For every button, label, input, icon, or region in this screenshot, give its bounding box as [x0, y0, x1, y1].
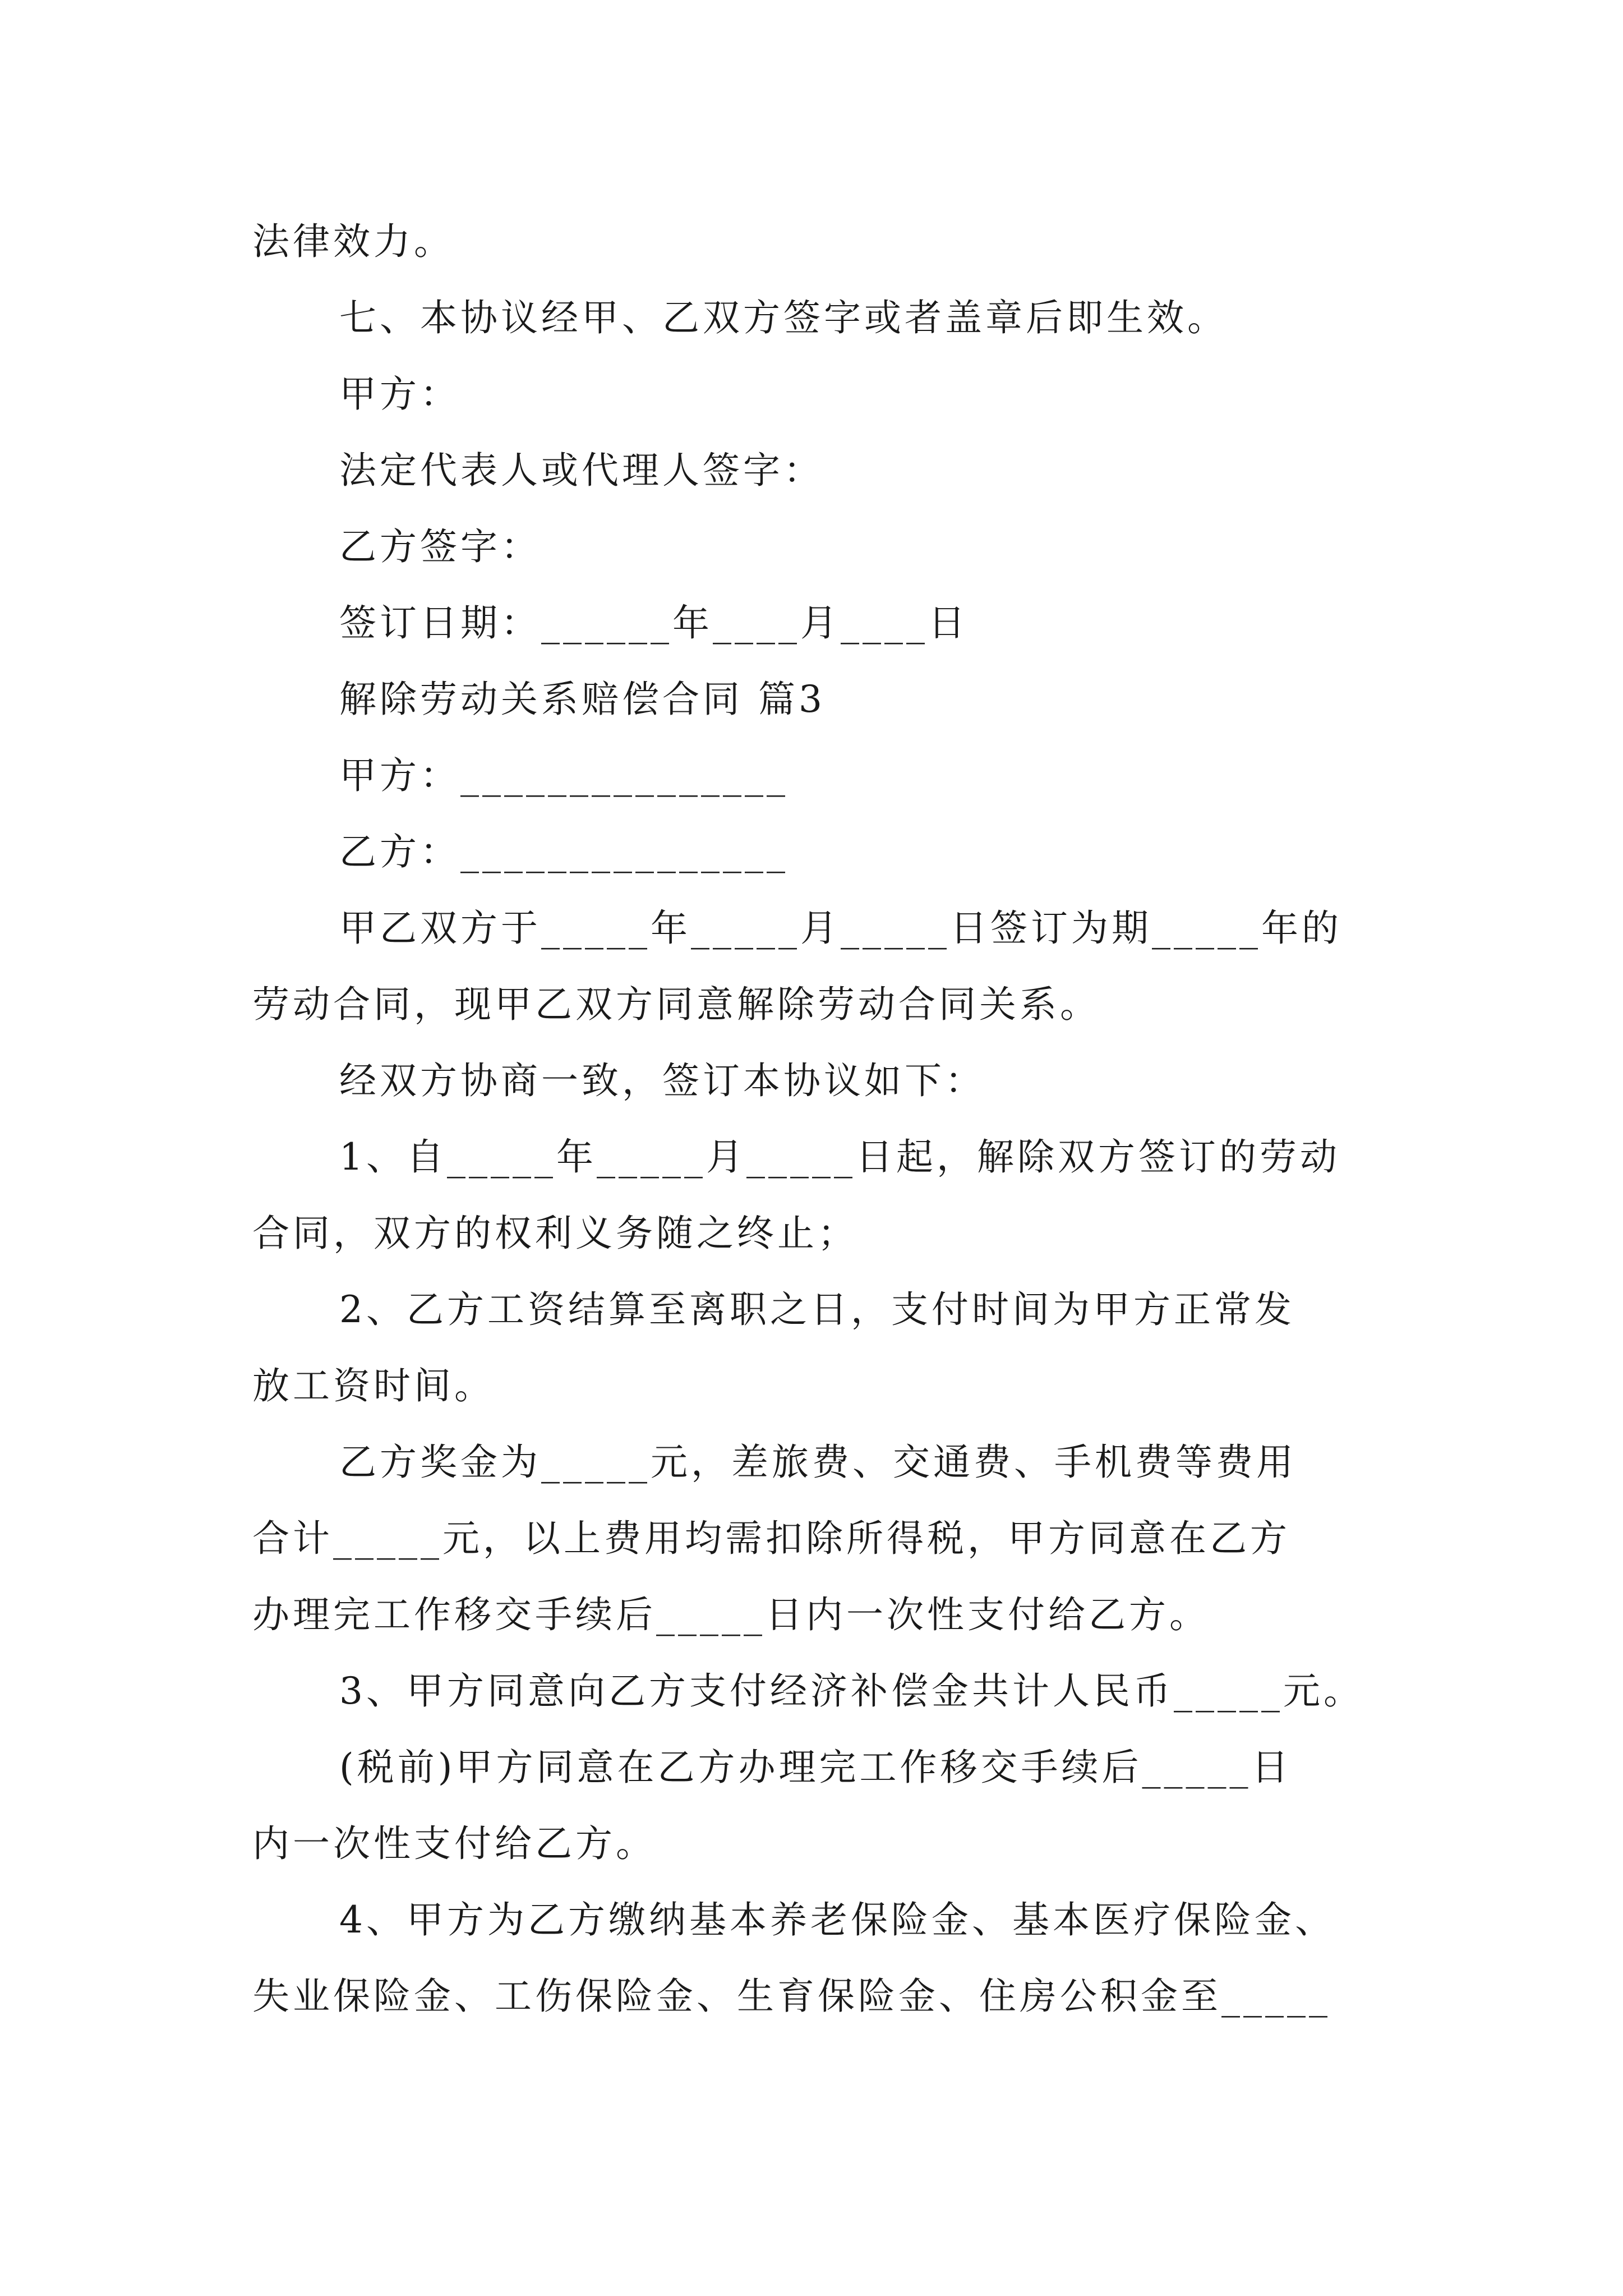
text-line: 法律效力。 — [252, 220, 454, 263]
text-line: 乙方：_______________ — [339, 830, 789, 873]
text-line: 合同，双方的权利义务随之终止； — [252, 1212, 858, 1255]
text-line: 甲乙双方于_____年_____月_____日签订为期_____年的 — [339, 907, 1342, 950]
text-line: 签订日期：______年____月____日 — [339, 601, 969, 645]
text-line: 2、乙方工资结算至离职之日，支付时间为甲方正常发 — [339, 1288, 1295, 1331]
text-line: 法定代表人或代理人签字： — [339, 449, 824, 492]
text-line: 乙方签字： — [339, 525, 541, 568]
text-line: 七、本协议经甲、乙双方签字或者盖章后即生效。 — [339, 296, 1228, 339]
text-line: 1、自_____年_____月_____日起，解除双方签订的劳动 — [339, 1135, 1340, 1179]
text-line: 甲方： — [339, 372, 460, 416]
text-line: 3、甲方同意向乙方支付经济补偿金共计人民币_____元。 — [339, 1669, 1364, 1713]
text-line: (税前)甲方同意在乙方办理完工作移交手续后_____日 — [339, 1746, 1292, 1789]
text-line: 办理完工作移交手续后_____日内一次性支付给乙方。 — [252, 1593, 1210, 1636]
section-heading: 解除劳动关系赔偿合同 篇3 — [339, 678, 826, 721]
text-line: 合计_____元，以上费用均需扣除所得税，甲方同意在乙方 — [252, 1517, 1290, 1560]
text-line: 乙方奖金为_____元，差旅费、交通费、手机费等费用 — [339, 1441, 1297, 1484]
text-line: 经双方协商一致，签订本协议如下： — [339, 1059, 985, 1102]
text-line: 内一次性支付给乙方。 — [252, 1822, 656, 1865]
text-line: 失业保险金、工伤保险金、生育保险金、住房公积金至_____ — [252, 1975, 1331, 2018]
text-line: 甲方：_______________ — [339, 754, 789, 797]
text-line: 放工资时间。 — [252, 1364, 495, 1407]
text-line: 劳动合同，现甲乙双方同意解除劳动合同关系。 — [252, 983, 1100, 1026]
text-line: 4、甲方为乙方缴纳基本养老保险金、基本医疗保险金、 — [339, 1898, 1335, 1941]
